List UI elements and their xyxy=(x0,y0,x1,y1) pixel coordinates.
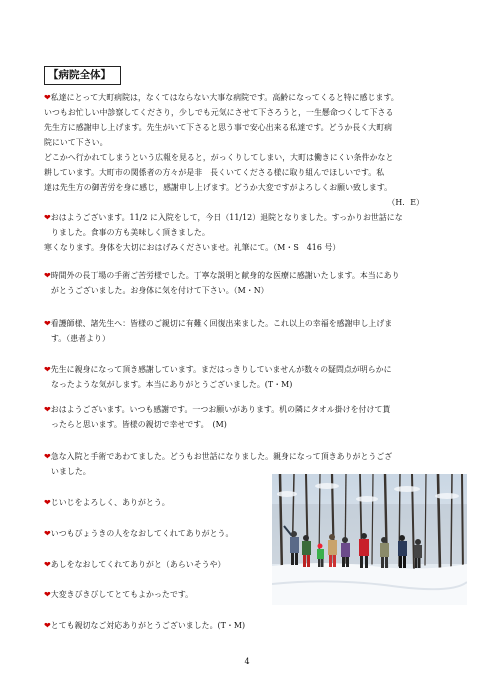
heart-icon: ❤ xyxy=(44,213,51,222)
comment-line: 看護師様、諸先生へ：皆様のご親切に有難く回復出来ました。これ以上の幸福を感謝申し上げま xyxy=(50,319,393,328)
comment-line: 耕しています。大町市の関係者の方々が是非 長くいてくださる様に取り組んでほしいです。私 xyxy=(44,168,385,177)
comment-block-12 xyxy=(44,618,464,633)
comment-block-2 xyxy=(44,210,464,255)
comment-line: じいじをよろしく、ありがとう。 xyxy=(50,498,170,507)
comment-line: どこかへ行かれてしまうという広報を見ると，がっくりしてしまい，大町は働きにくい条件かなと xyxy=(44,153,394,162)
comment-line: 院にいて下さい。 xyxy=(44,138,108,147)
heart-icon: ❤ xyxy=(44,590,51,599)
comment-line: 私達にとって大町病院は，なくてはならない大事な病院です。高齢になってくると特に感じます。 xyxy=(50,93,399,102)
comment-line: 寒くなります。身体を大切におはげみくださいませ。礼筆にて。（M・S 416 号） xyxy=(44,243,341,252)
heart-icon: ❤ xyxy=(44,405,51,414)
comment-line: とても親切なご対応ありがとうございました。(T・M) xyxy=(50,621,246,630)
heart-icon: ❤ xyxy=(44,452,51,461)
comment-line: りました。食事の方も美味しく頂きました。 xyxy=(51,228,210,237)
page-number: 4 xyxy=(244,657,250,666)
comment-block-9 xyxy=(44,526,266,541)
snow-forest-group-photo xyxy=(272,474,467,605)
heart-icon: ❤ xyxy=(44,271,51,280)
heart-icon: ❤ xyxy=(44,621,51,630)
comment-line: す。（患者より） xyxy=(51,334,110,343)
comment-line: ったらと思います。皆様の親切で幸せです。 (M) xyxy=(51,420,227,429)
comment-line: 急な入院と手術であわてました。どうもお世話になりました。親身になって頂きありがとうござ xyxy=(50,452,393,461)
heart-icon: ❤ xyxy=(44,560,51,569)
comment-block-4 xyxy=(44,316,464,346)
comment-line: 大変きびきびしてとてもよかったです。 xyxy=(50,590,194,599)
comment-line: おはようございます。いつも感謝です。一つお願いがあります。机の隣にタオル掛けを付けて貰 xyxy=(50,405,391,414)
comment-block-5 xyxy=(44,362,464,392)
comment-signature: （H．E） xyxy=(387,198,424,207)
comment-line: いました。 xyxy=(51,467,91,476)
comment-block-8 xyxy=(44,495,266,510)
comment-line: 先生に親身になって頂き感謝しています。まだはっきりしていませんが数々の疑問点が明らかに xyxy=(50,365,392,374)
comment-line: おはようございます。11/2 に入院をして，今日（11/12）退院となりました。すっかりお世話にな xyxy=(50,213,403,222)
heart-icon: ❤ xyxy=(44,498,51,507)
comment-line: 先生方に感謝申し上げます。先生がいて下さると思う事で安心出来る私達です。どうか長く大町病 xyxy=(44,123,393,132)
comment-line: いつもびょうきの人をなおしてくれてありがとう。 xyxy=(50,529,234,538)
comment-line: 時間外の長丁場の手術ご苦労様でした。丁寧な説明と献身的な医療に感謝いたします。本当にあり xyxy=(50,271,400,280)
comment-line: なったような気がします。本当にありがとうございました。(T・M) xyxy=(51,380,293,389)
comment-block-1 xyxy=(44,90,464,210)
heart-icon: ❤ xyxy=(44,365,51,374)
comment-line: 達は先生方の御苦労を身に感じ，感謝申し上げます。どうか大変ですがよろしくお願い致します。 xyxy=(44,183,393,192)
comment-line: あしをなおしてくれてありがと（あらいそうや） xyxy=(50,560,226,569)
heart-icon: ❤ xyxy=(44,93,51,102)
comment-line: がとうございました。お身体に気を付けて下さい。（M・N） xyxy=(51,286,269,295)
comment-block-11 xyxy=(44,587,266,602)
comment-block-6 xyxy=(44,402,464,432)
comment-block-3 xyxy=(44,268,464,298)
section-heading: 【病院全体】 xyxy=(44,66,121,85)
comment-block-10 xyxy=(44,557,266,572)
heart-icon: ❤ xyxy=(44,529,51,538)
comment-line: いつもお忙しい中診察してくださり，少しでも元気にさせて下さろうと，一生懸命つくして下さる xyxy=(44,108,394,117)
heart-icon: ❤ xyxy=(44,319,51,328)
